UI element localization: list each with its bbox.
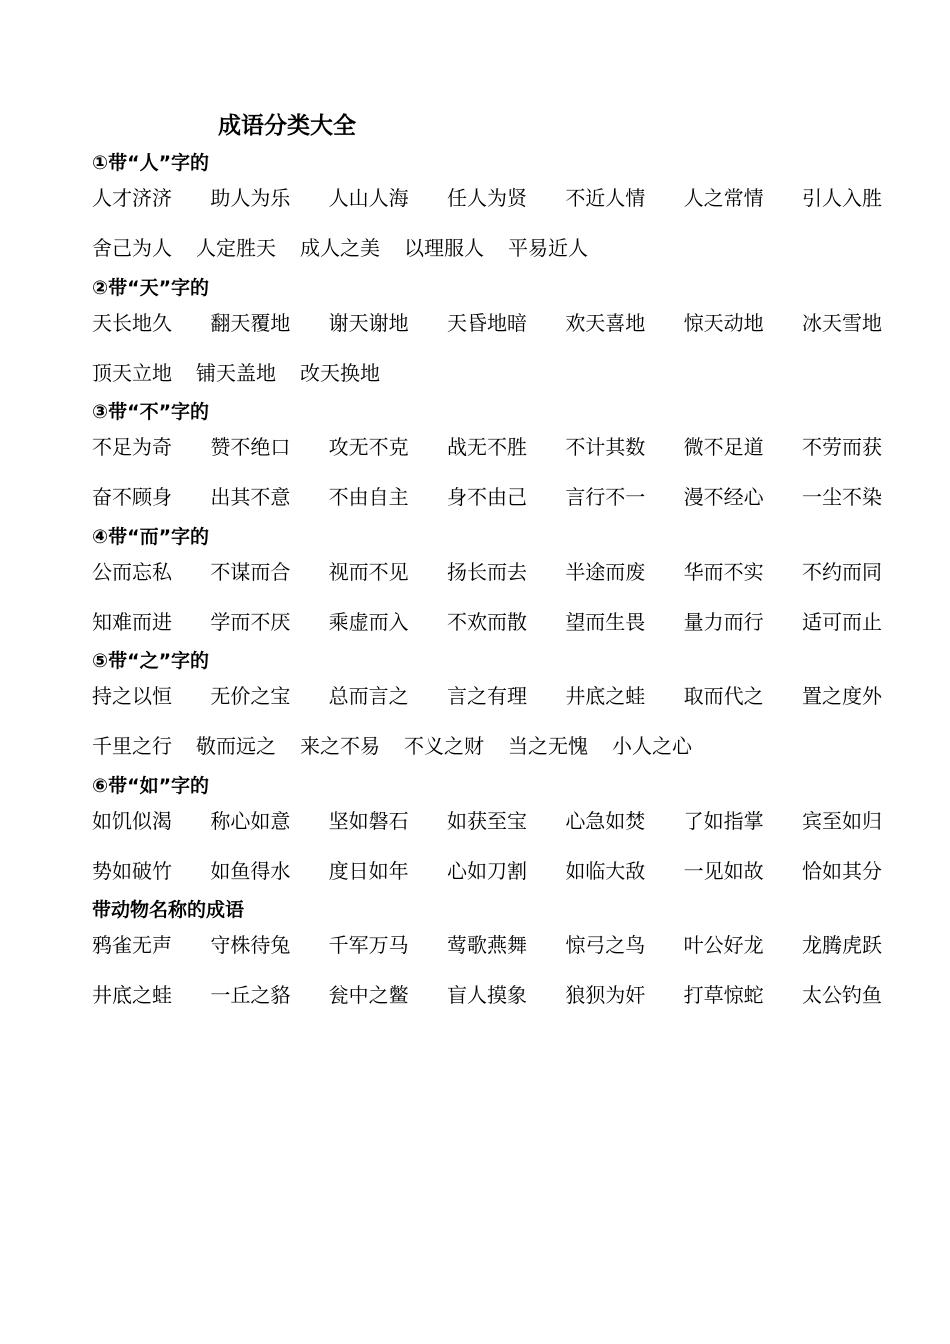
idiom-text: 如鱼得水 (210, 859, 291, 883)
idiom-text: 瓮中之鳖 (328, 983, 409, 1007)
idiom-section (92, 275, 882, 387)
idiom-text: 不由自主 (328, 485, 409, 509)
section-heading: ③带“不”字的 (92, 401, 210, 423)
idiom-text: 人之常情 (683, 186, 764, 210)
idiom-row (92, 184, 882, 212)
idiom-text: 井底之蛙 (565, 684, 646, 708)
idiom-row (92, 732, 882, 760)
idiom-text: 不约而同 (801, 560, 882, 584)
idiom-text: 不谋而合 (210, 560, 291, 584)
idiom-text: 心急如焚 (565, 809, 646, 833)
idiom-row (92, 857, 882, 885)
idiom-text: 人山人海 (328, 186, 409, 210)
idiom-text: 如获至宝 (446, 809, 527, 833)
idiom-text: 欢天喜地 (565, 311, 646, 335)
idiom-text: 无价之宝 (210, 684, 291, 708)
idiom-text: 天长地久 (92, 311, 172, 335)
idiom-text: 改天换地 (300, 361, 380, 385)
idiom-row (92, 234, 882, 262)
section-heading: 带动物名称的成语 (92, 899, 245, 921)
idiom-section (92, 773, 882, 885)
idiom-text: 顶天立地 (92, 361, 172, 385)
idiom-text: 战无不胜 (446, 435, 527, 459)
idiom-text: 了如指掌 (683, 809, 764, 833)
idiom-text: 望而生畏 (565, 610, 646, 634)
idiom-text: 千里之行 (92, 734, 172, 758)
idiom-text: 来之不易 (300, 734, 380, 758)
idiom-text: 称心如意 (210, 809, 291, 833)
idiom-text: 鸦雀无声 (92, 933, 172, 957)
idiom-text: 以理服人 (404, 236, 484, 260)
idiom-text: 赞不绝口 (210, 435, 291, 459)
idiom-text: 狼狈为奸 (565, 983, 646, 1007)
idiom-text: 井底之蛙 (92, 983, 172, 1007)
idiom-text: 言行不一 (565, 485, 646, 509)
idiom-text: 平易近人 (508, 236, 588, 260)
idiom-text: 惊天动地 (683, 311, 764, 335)
idiom-text: 势如破竹 (92, 859, 172, 883)
idiom-section (92, 399, 882, 511)
idiom-text: 不足为奇 (92, 435, 172, 459)
idiom-section (92, 648, 882, 760)
idiom-text: 宾至如归 (801, 809, 882, 833)
idiom-text: 持之以恒 (92, 684, 172, 708)
idiom-text: 言之有理 (446, 684, 527, 708)
idiom-text: 太公钓鱼 (801, 983, 882, 1007)
idiom-text: 任人为贤 (446, 186, 527, 210)
idiom-text: 铺天盖地 (196, 361, 276, 385)
idiom-section (92, 897, 882, 1009)
idiom-text: 敬而远之 (196, 734, 276, 758)
idiom-section (92, 524, 882, 636)
idiom-text: 身不由己 (446, 485, 527, 509)
idiom-section (92, 150, 882, 262)
document-title: 成语分类大全 (218, 113, 356, 139)
idiom-text: 龙腾虎跃 (801, 933, 882, 957)
idiom-text: 不义之财 (404, 734, 484, 758)
idiom-text: 置之度外 (801, 684, 882, 708)
idiom-text: 视而不见 (328, 560, 409, 584)
idiom-text: 不劳而获 (801, 435, 882, 459)
idiom-text: 莺歌燕舞 (446, 933, 527, 957)
idiom-text: 引人入胜 (801, 186, 882, 210)
idiom-row (92, 359, 882, 387)
idiom-text: 一丘之貉 (210, 983, 291, 1007)
idiom-text: 量力而行 (683, 610, 764, 634)
idiom-text: 人定胜天 (196, 236, 276, 260)
idiom-text: 翻天覆地 (210, 311, 291, 335)
idiom-text: 半途而废 (565, 560, 646, 584)
idiom-text: 一尘不染 (801, 485, 882, 509)
idiom-text: 漫不经心 (683, 485, 764, 509)
idiom-text: 人才济济 (92, 186, 172, 210)
idiom-text: 盲人摸象 (446, 983, 527, 1007)
idiom-text: 乘虚而入 (328, 610, 409, 634)
idiom-text: 学而不厌 (210, 610, 291, 634)
idiom-text: 出其不意 (210, 485, 291, 509)
idiom-text: 不欢而散 (446, 610, 527, 634)
section-heading: ④带“而”字的 (92, 526, 210, 548)
idiom-text: 奋不顾身 (92, 485, 172, 509)
idiom-text: 知难而进 (92, 610, 172, 634)
idiom-row (92, 433, 882, 461)
idiom-text: 一见如故 (683, 859, 764, 883)
idiom-row (92, 608, 882, 636)
idiom-text: 华而不实 (683, 560, 764, 584)
idiom-row (92, 807, 882, 835)
idiom-row (92, 682, 882, 710)
idiom-text: 小人之心 (612, 734, 692, 758)
idiom-text: 惊弓之鸟 (565, 933, 646, 957)
idiom-text: 心如刀割 (446, 859, 527, 883)
idiom-text: 公而忘私 (92, 560, 172, 584)
idiom-text: 坚如磐石 (328, 809, 409, 833)
idiom-row (92, 483, 882, 511)
section-heading: ①带“人”字的 (92, 152, 210, 174)
idiom-text: 叶公好龙 (683, 933, 764, 957)
idiom-text: 谢天谢地 (328, 311, 409, 335)
idiom-text: 度日如年 (328, 859, 409, 883)
idiom-text: 助人为乐 (210, 186, 291, 210)
idiom-text: 恰如其分 (801, 859, 882, 883)
idiom-text: 如饥似渴 (92, 809, 172, 833)
section-heading: ⑥带“如”字的 (92, 775, 210, 797)
idiom-text: 舍己为人 (92, 236, 172, 260)
idiom-row (92, 981, 882, 1009)
idiom-text: 成人之美 (300, 236, 380, 260)
idiom-text: 微不足道 (683, 435, 764, 459)
idiom-text: 当之无愧 (508, 734, 588, 758)
idiom-text: 总而言之 (328, 684, 409, 708)
idiom-row (92, 309, 882, 337)
idiom-text: 扬长而去 (446, 560, 527, 584)
section-heading: ⑤带“之”字的 (92, 650, 210, 672)
idiom-text: 攻无不克 (328, 435, 409, 459)
idiom-text: 取而代之 (683, 684, 764, 708)
idiom-text: 千军万马 (328, 933, 409, 957)
idiom-text: 适可而止 (801, 610, 882, 634)
idiom-text: 如临大敌 (565, 859, 646, 883)
idiom-row (92, 558, 882, 586)
idiom-text: 不近人情 (565, 186, 646, 210)
idiom-row (92, 931, 882, 959)
idiom-text: 打草惊蛇 (683, 983, 764, 1007)
idiom-text: 天昏地暗 (446, 311, 527, 335)
section-heading: ②带“天”字的 (92, 277, 210, 299)
idiom-text: 守株待兔 (210, 933, 291, 957)
idiom-text: 不计其数 (565, 435, 646, 459)
idiom-text: 冰天雪地 (801, 311, 882, 335)
